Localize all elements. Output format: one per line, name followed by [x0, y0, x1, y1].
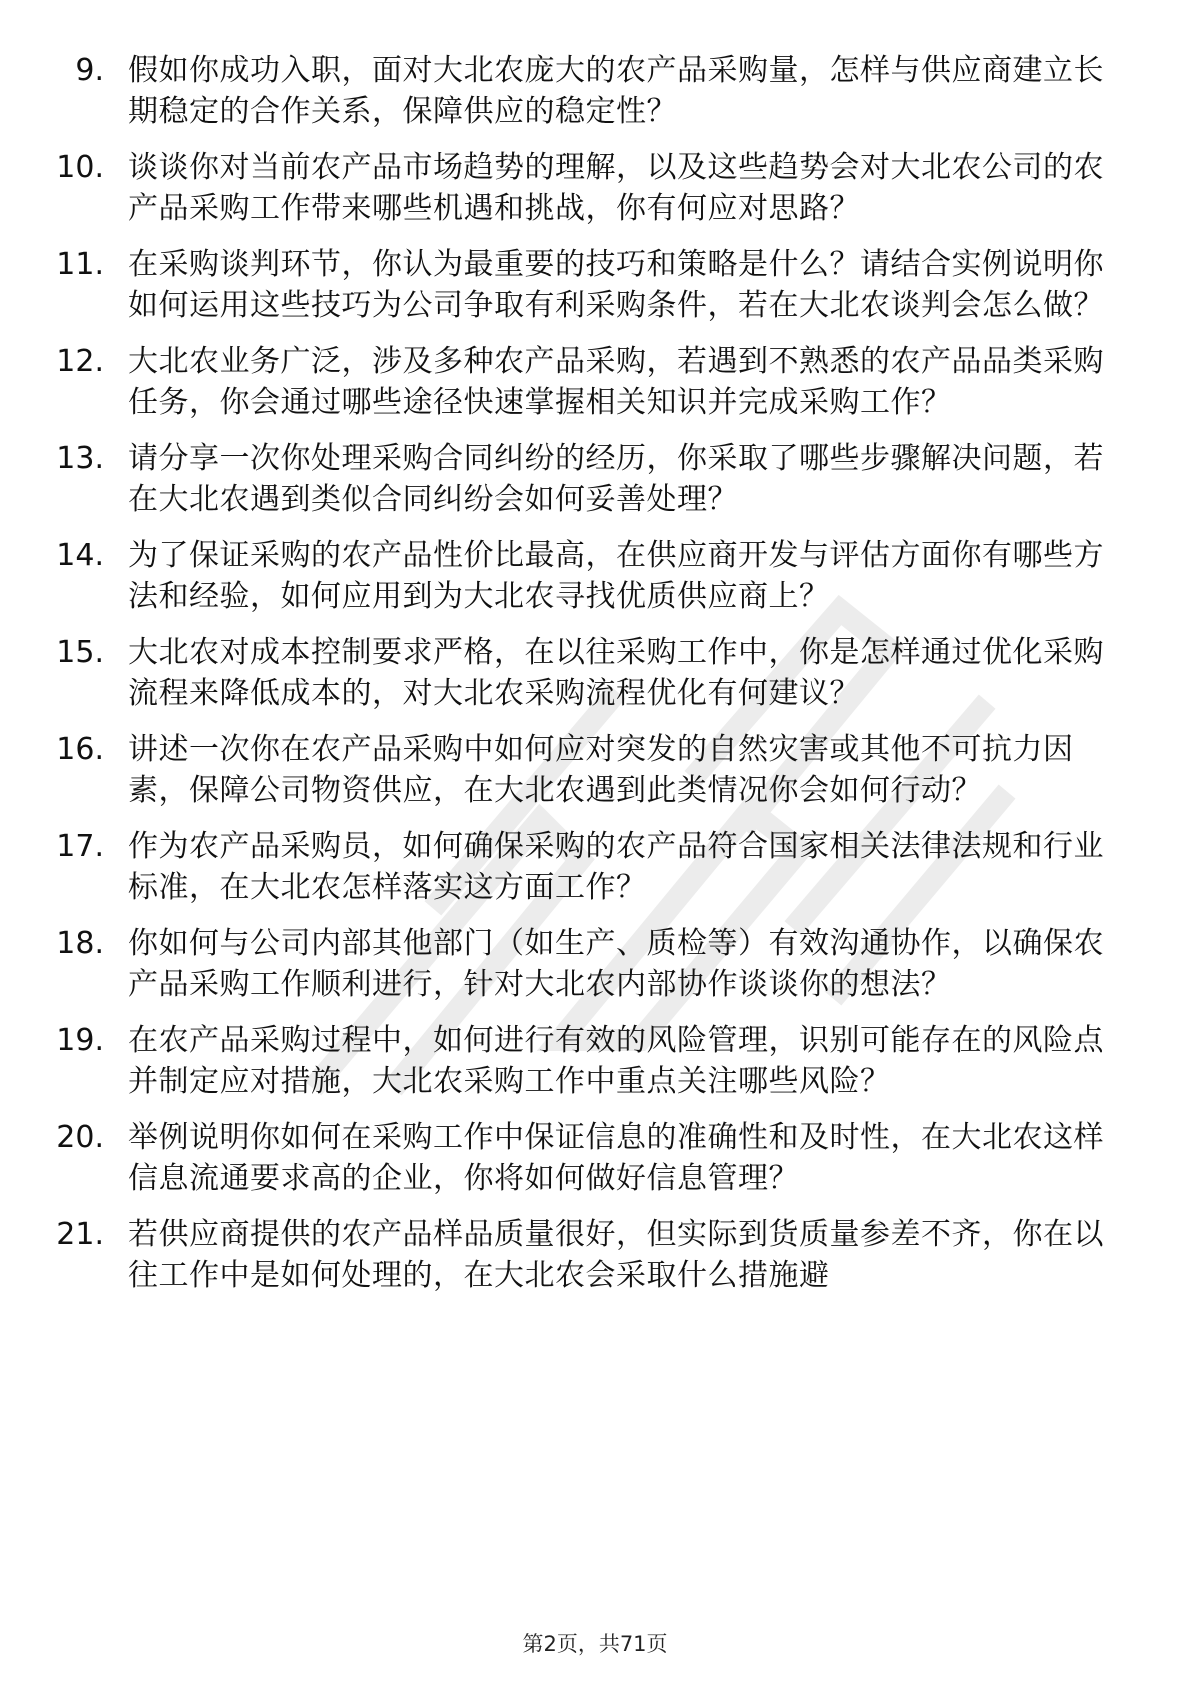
- list-item: [0, 923, 1190, 1005]
- list-item: [0, 826, 1190, 908]
- question-text: 为了保证采购的农产品性价比最高，在供应商开发与评估方面你有哪些方法和经验，如何应用到为大北农寻找优质供应商上？: [128, 538, 1104, 614]
- question-text: 大北农对成本控制要求严格，在以往采购工作中，你是怎样通过优化采购流程来降低成本的，对大北农采购流程优化有何建议？: [128, 635, 1104, 711]
- question-text: 谈谈你对当前农产品市场趋势的理解，以及这些趋势会对大北农公司的农产品采购工作带来哪些机遇和挑战，你有何应对思路？: [128, 150, 1104, 226]
- question-number: 20.: [56, 1120, 104, 1155]
- list-item: [0, 244, 1190, 326]
- list-item: [0, 341, 1190, 423]
- question-number: 11.: [56, 247, 104, 282]
- question-number: 9.: [75, 53, 104, 88]
- list-item: [0, 535, 1190, 617]
- list-item: [0, 147, 1190, 229]
- list-item: [0, 50, 1190, 132]
- question-number: 18.: [56, 926, 104, 961]
- question-number: 14.: [56, 538, 104, 573]
- question-number: 15.: [56, 635, 104, 670]
- question-text: 大北农业务广泛，涉及多种农产品采购，若遇到不熟悉的农产品品类采购任务，你会通过哪些途径快速掌握相关知识并完成采购工作？: [128, 344, 1104, 420]
- list-item: [0, 1214, 1190, 1296]
- question-text: 你如何与公司内部其他部门（如生产、质检等）有效沟通协作，以确保农产品采购工作顺利进行，针对大北农内部协作谈谈你的想法？: [128, 926, 1104, 1002]
- page-footer: 第2页，共71页: [522, 1632, 668, 1656]
- question-text: 若供应商提供的农产品样品质量很好，但实际到货质量参差不齐，你在以往工作中是如何处理的，在大北农会采取什么措施避: [128, 1217, 1104, 1293]
- question-number: 12.: [56, 344, 104, 379]
- list-item: [0, 729, 1190, 811]
- question-text: 假如你成功入职，面对大北农庞大的农产品采购量，怎样与供应商建立长期稳定的合作关系，保障供应的稳定性？: [128, 53, 1104, 129]
- list-item: [0, 438, 1190, 520]
- question-text: 举例说明你如何在采购工作中保证信息的准确性和及时性，在大北农这样信息流通要求高的企业，你将如何做好信息管理？: [128, 1120, 1104, 1196]
- question-list: [0, 50, 1190, 1311]
- question-number: 21.: [56, 1217, 104, 1252]
- question-number: 13.: [56, 441, 104, 476]
- question-number: 19.: [56, 1023, 104, 1058]
- question-number: 16.: [56, 732, 104, 767]
- question-number: 17.: [56, 829, 104, 864]
- question-text: 作为农产品采购员，如何确保采购的农产品符合国家相关法律法规和行业标准，在大北农怎样落实这方面工作？: [128, 829, 1104, 905]
- question-text: 在农产品采购过程中，如何进行有效的风险管理，识别可能存在的风险点并制定应对措施，大北农采购工作中重点关注哪些风险？: [128, 1023, 1104, 1099]
- list-item: [0, 1117, 1190, 1199]
- question-text: 在采购谈判环节，你认为最重要的技巧和策略是什么？请结合实例说明你如何运用这些技巧为公司争取有利采购条件，若在大北农谈判会怎么做？: [128, 247, 1104, 323]
- question-number: 10.: [56, 150, 104, 185]
- question-text: 请分享一次你处理采购合同纠纷的经历，你采取了哪些步骤解决问题，若在大北农遇到类似合同纠纷会如何妥善处理？: [128, 441, 1104, 517]
- list-item: [0, 632, 1190, 714]
- list-item: [0, 1020, 1190, 1102]
- question-text: 讲述一次你在农产品采购中如何应对突发的自然灾害或其他不可抗力因素，保障公司物资供应，在大北农遇到此类情况你会如何行动？: [128, 732, 1074, 808]
